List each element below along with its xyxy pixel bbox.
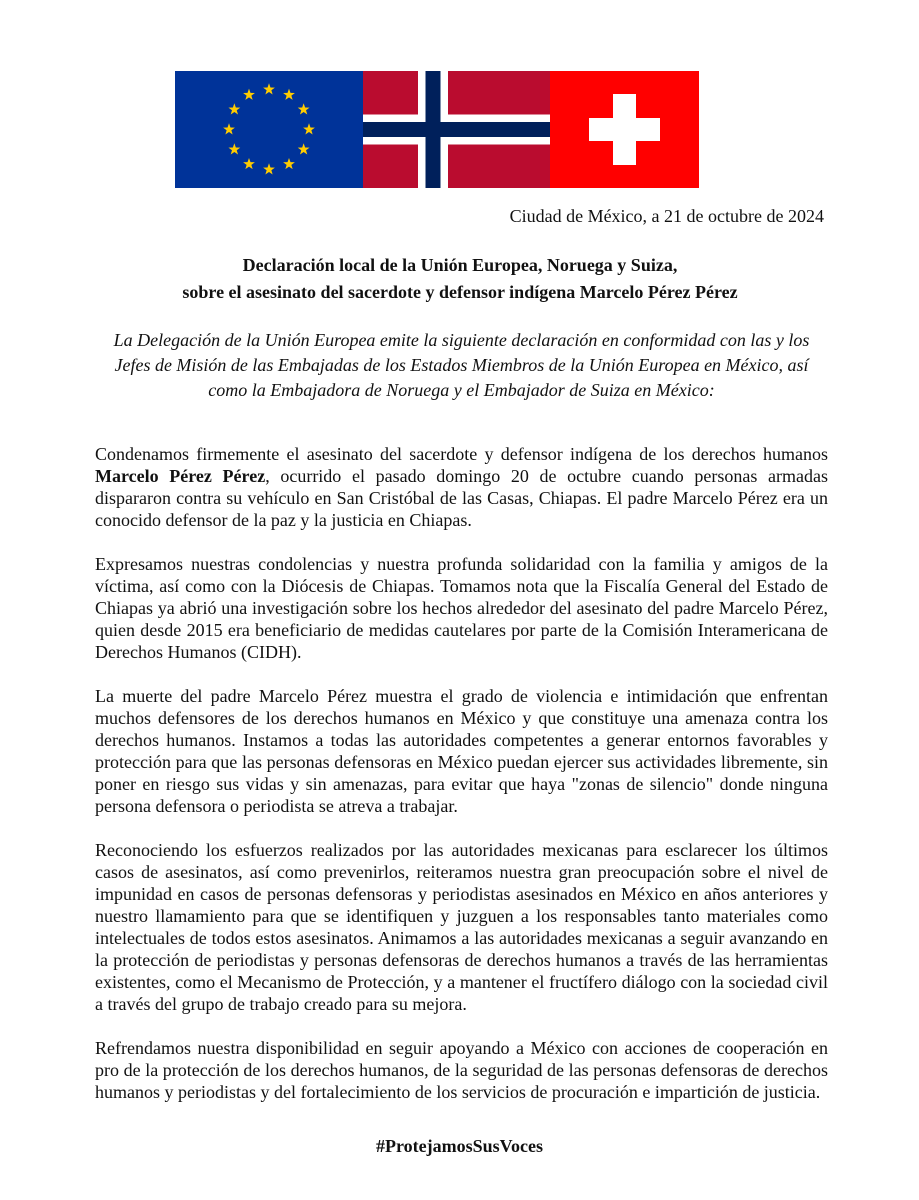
norway-flag-icon [363,71,550,188]
dateline: Ciudad de México, a 21 de octubre de 2024 [509,206,824,226]
statement-body [95,443,828,1125]
switzerland-flag-icon [550,71,699,188]
paragraph-4: Reconociendo los esfuerzos realizados por las autoridades mexicanas para esclarecer los últimos casos de asesinatos, así como prevenirlos, reiteramos nuestra gran preocupación sobre el nivel de impunidad en casos de personas defensoras y periodistas asesinados en México en años anteriores y nuestro llamamiento para que se identifiquen y juzguen a los responsables tanto materiales como intelectuales de todos estos asesinatos. Animamos a las autoridades mexicanas a seguir avanzando en la protección de periodistas y personas defensoras de derechos humanos a través de las herramientas existentes, como el Mecanismo de Protección, y a mantener el fructífero diálogo con la sociedad civil a través del grupo de trabajo creado para su mejora. [95,840,828,1014]
paragraph-2: Expresamos nuestras condolencias y nuestra profunda solidaridad con la familia y amigos de la víctima, así como con la Diócesis de Chiapas. Tomamos nota que la Fiscalía General del Estado de Chiapas ya abrió una investigación sobre los hechos alrededor del asesinato del padre Marcelo Pérez, quien desde 2015 era beneficiario de medidas cautelares por parte de la Comisión Interamericana de Derechos Humanos (CIDH). [95,554,828,662]
intro-paragraph: La Delegación de la Unión Europea emite la siguiente declaración en conformidad con las y los Jefes de Misión de las Embajadas de los Estados Miembros de la Unión Europea en México, así como la Embajadora de Noruega y el Embajador de Suiza en México: [113,330,810,400]
title-line-2: sobre el asesinato del sacerdote y defensor indígena Marcelo Pérez Pérez [182,282,738,302]
title-line-1: Declaración local de la Unión Europea, Noruega y Suiza, [242,255,678,275]
paragraph-1-text-a: Condenamos firmemente el asesinato del sacerdote y defensor indígena de los derechos humanos [95,444,828,464]
paragraph-1 [95,443,828,531]
paragraph-3: La muerte del padre Marcelo Pérez muestra el grado de violencia e intimidación que enfrentan muchos defensores de los derechos humanos en México y que constituye una amenaza contra los derechos humanos. Instamos a todas las autoridades competentes a generar entornos favorables y protección para que las personas defensoras en México puedan ejercer sus actividades libremente, sin poner en riesgo sus vidas y sin amenazas, para evitar que haya "zonas de silencio" donde ninguna persona defensora o periodista se atreva a trabajar. [95,686,828,816]
eu-flag-icon [175,71,363,188]
paragraph-5: Refrendamos nuestra disponibilidad en seguir apoyando a México con acciones de cooperación en pro de la protección de los derechos humanos, de la seguridad de las personas defensoras de derechos humanos y periodistas y del fortalecimiento de los servicios de procuración e impartición de justicia. [95,1038,828,1102]
flag-banner [175,71,699,188]
victim-name: Marcelo Pérez Pérez [95,466,266,486]
statement-title [80,252,840,306]
hashtag: #ProtejamosSusVoces [376,1136,543,1156]
paragraph-1-text-b: , ocurrido el pasado domingo 20 de octubre cuando personas armadas dispararon contra su vehículo en San Cristóbal de las Casas, Chiapas. El padre Marcelo Pérez era un conocido defensor de la paz y la justicia en Chiapas. [95,466,828,530]
